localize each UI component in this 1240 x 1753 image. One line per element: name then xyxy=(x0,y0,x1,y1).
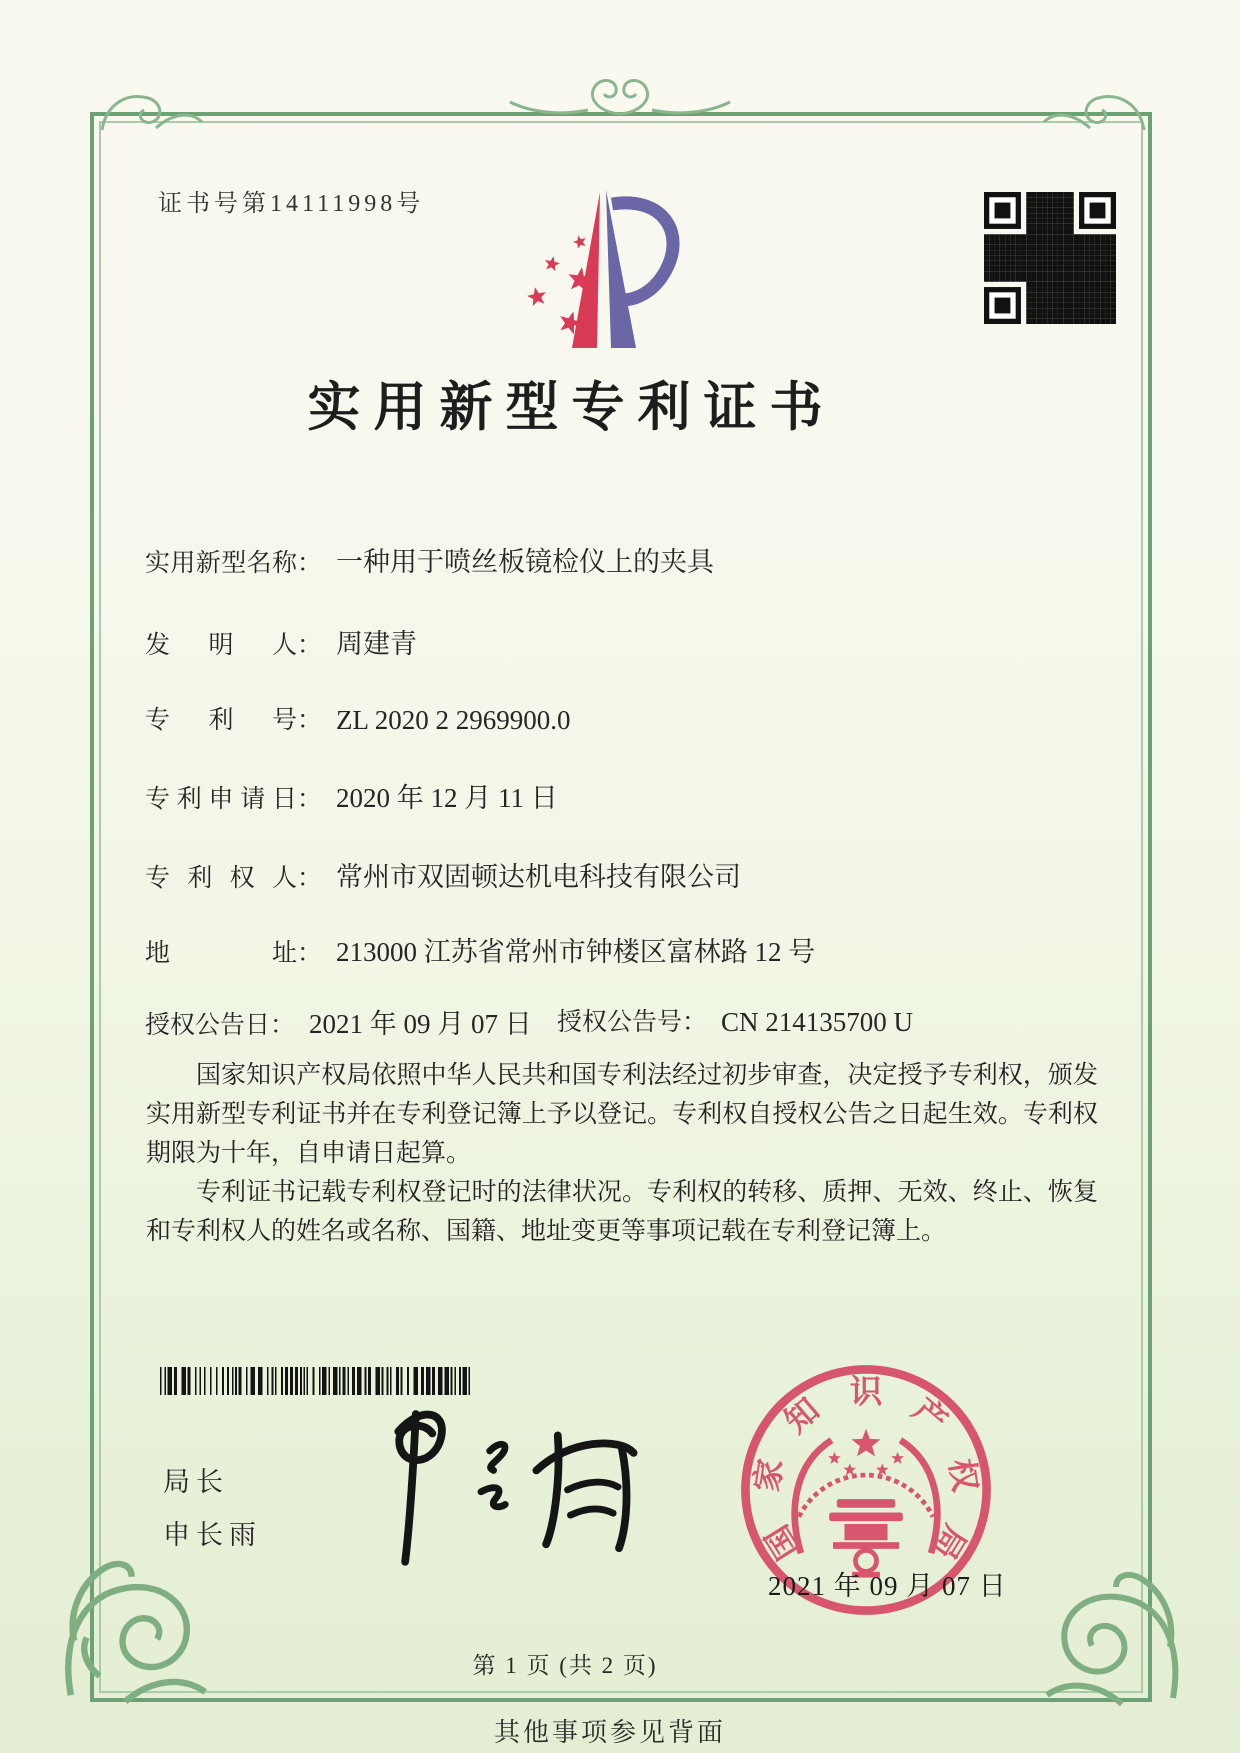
svg-text:权: 权 xyxy=(941,1456,983,1495)
field-value: 常州市双固顿达机电科技有限公司 xyxy=(336,862,742,892)
svg-text:局: 局 xyxy=(924,1518,973,1565)
field-value-grant-number: CN 214135700 U xyxy=(721,1007,914,1037)
seal-date: 2021 年 09 月 07 日 xyxy=(768,1571,1007,1601)
certificate-title: 实用新型专利证书 xyxy=(307,379,836,437)
field-value: ZL 2020 2 2969900.0 xyxy=(336,705,571,735)
field-label: 专利号： xyxy=(145,707,323,734)
field-label: 实用新型名称： xyxy=(145,550,323,577)
field-row-address xyxy=(145,930,1105,969)
back-side-note: 其他事项参见背面 xyxy=(493,1718,726,1747)
field-row-utility-model-name xyxy=(145,540,1105,579)
field-label: 发明人： xyxy=(145,632,323,659)
field-label: 专利权人： xyxy=(145,865,323,892)
field-value: 一种用于喷丝板镜检仪上的夹具 xyxy=(336,547,715,577)
svg-text:国: 国 xyxy=(759,1518,808,1565)
legal-paragraph-1: 国家知识产权局依照中华人民共和国专利法经过初步审查，决定授予专利权，颁发实用新型专利证书并在专利登记簿上予以登记。专利权自授权公告之日起生效。专利权期限为十年，自申请日起算。 xyxy=(146,1062,1098,1167)
svg-text:产: 产 xyxy=(905,1391,954,1441)
field-row-patentee xyxy=(145,855,1105,894)
page-number: 第 1 页 (共 2 页) xyxy=(472,1653,658,1678)
field-row-inventor xyxy=(145,622,1105,661)
field-row-patent-number xyxy=(145,700,1105,736)
svg-text:知: 知 xyxy=(778,1391,827,1441)
svg-text:家: 家 xyxy=(749,1456,791,1495)
field-label-grant-date: 授权公告日： xyxy=(145,1012,296,1039)
signer-name: 申长雨 xyxy=(163,1520,262,1550)
field-value: 周建青 xyxy=(336,629,418,659)
field-grant-number: 授权公告号： CN 214135700 U xyxy=(557,1007,914,1037)
field-row-grant xyxy=(145,1002,1105,1041)
legal-paragraph-2: 专利证书记载专利权登记时的法律状况。专利权的转移、质押、无效、终止、恢复和专利权人的姓名或名称、国籍、地址变更等事项记载在专利登记簿上。 xyxy=(146,1179,1098,1245)
field-label: 专利申请日： xyxy=(145,786,323,813)
field-value: 2020 年 12 月 11 日 xyxy=(336,783,558,813)
field-row-filing-date xyxy=(145,776,1105,815)
handwritten-signature-icon xyxy=(305,1392,655,1577)
cnipa-patent-logo-icon xyxy=(500,180,690,350)
barcode-icon xyxy=(160,1367,472,1395)
svg-text:识: 识 xyxy=(849,1374,883,1411)
field-value-grant-date: 2021 年 09 月 07 日 xyxy=(309,1009,532,1039)
signer-role: 局长 xyxy=(163,1467,229,1497)
legal-text-block xyxy=(146,1056,1098,1251)
field-value: 213000 江苏省常州市钟楼区富林路 12 号 xyxy=(336,937,816,967)
field-label: 地址： xyxy=(145,940,323,967)
certificate-number: 证书号第14111998号 xyxy=(158,191,425,217)
qr-code-icon xyxy=(984,192,1116,324)
